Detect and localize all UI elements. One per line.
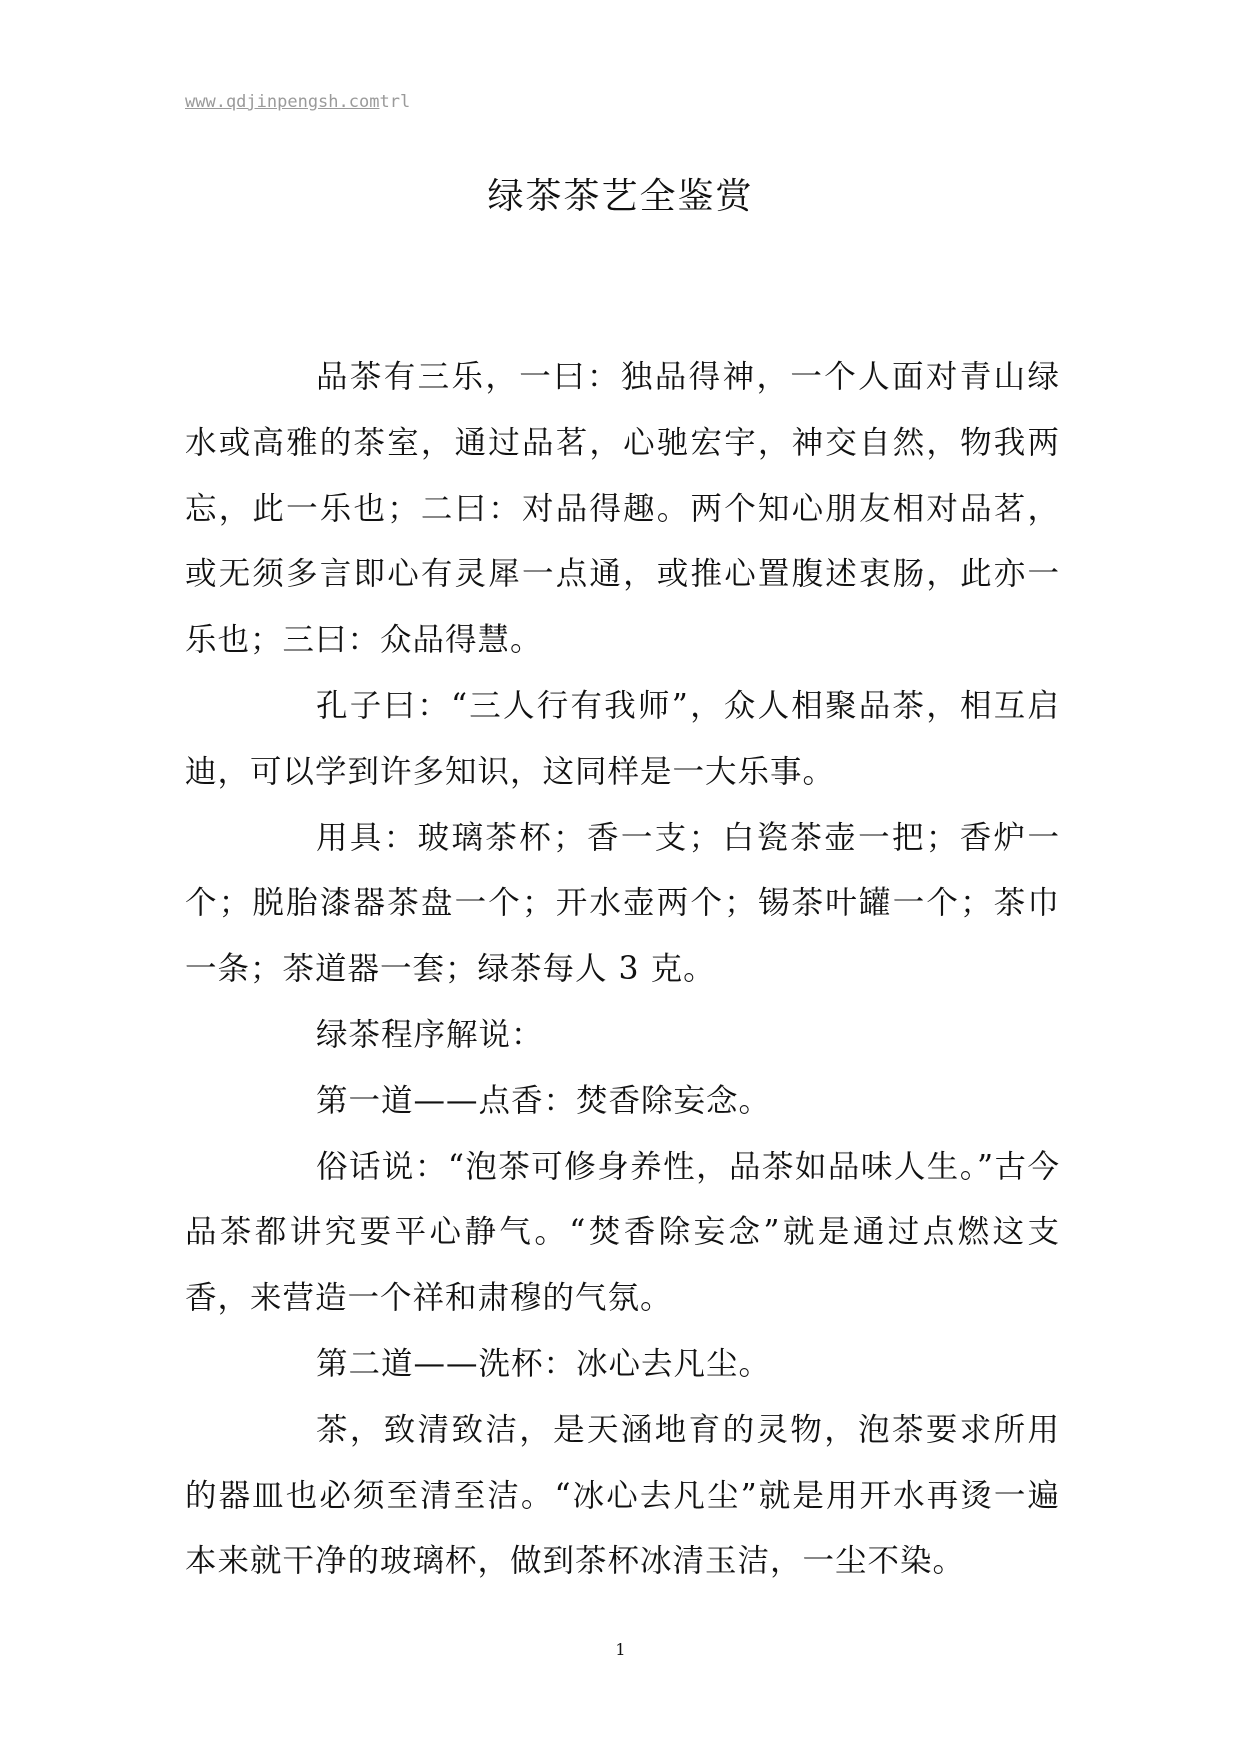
paragraph-step-1-heading: 第一道——点香：焚香除妄念。 <box>316 1082 772 1119</box>
header-url[interactable] <box>185 92 410 112</box>
paragraph-intro: 品茶有三乐，一曰：独品得神，一个人面对青山绿水或高雅的茶室，通过品茗，心驰宏宇，神交自然，物我两忘，此一乐也；二曰：对品得趣。两个知心朋友相对品茗，或无须多言即心有灵犀一点通，或推心置腹述衷肠，此亦一乐也；三曰：众品得慧。 <box>185 359 1060 659</box>
paragraph-confucius: 孔子曰：“三人行有我师”，众人相聚品茶，相互启迪，可以学到许多知识，这同样是一大乐事。 <box>185 687 1060 790</box>
paragraph-step-2-text: 茶，致清致洁，是天涵地育的灵物，泡茶要求所用的器皿也必须至清至洁。“冰心去凡尘”就是用开水再烫一遍本来就干净的玻璃杯，做到茶杯冰清玉洁，一尘不染。 <box>185 1411 1060 1580</box>
paragraph-utensils: 用具：玻璃茶杯；香一支；白瓷茶壶一把；香炉一个；脱胎漆器茶盘一个；开水壶两个；锡茶叶罐一个；茶巾一条；茶道器一套；绿茶每人 3 克。 <box>185 819 1060 988</box>
page-title: 绿茶茶艺全鉴赏 <box>487 176 754 217</box>
paragraph-procedure-heading: 绿茶程序解说： <box>316 1016 544 1053</box>
paragraph-step-2-heading: 第二道——洗杯：冰心去凡尘。 <box>316 1345 772 1382</box>
page-number: 1 <box>615 1640 626 1659</box>
document-body <box>185 345 1060 1595</box>
paragraph-step-1-text: 俗话说：“泡茶可修身养性，品茶如品味人生。”古今品茶都讲究要平心静气。“焚香除妄念”就是通过点燃这支香，来营造一个祥和肃穆的气氛。 <box>185 1148 1060 1317</box>
header-suffix: trl <box>379 92 411 112</box>
header-url-text[interactable]: www.qdjinpengsh.com <box>185 92 380 112</box>
